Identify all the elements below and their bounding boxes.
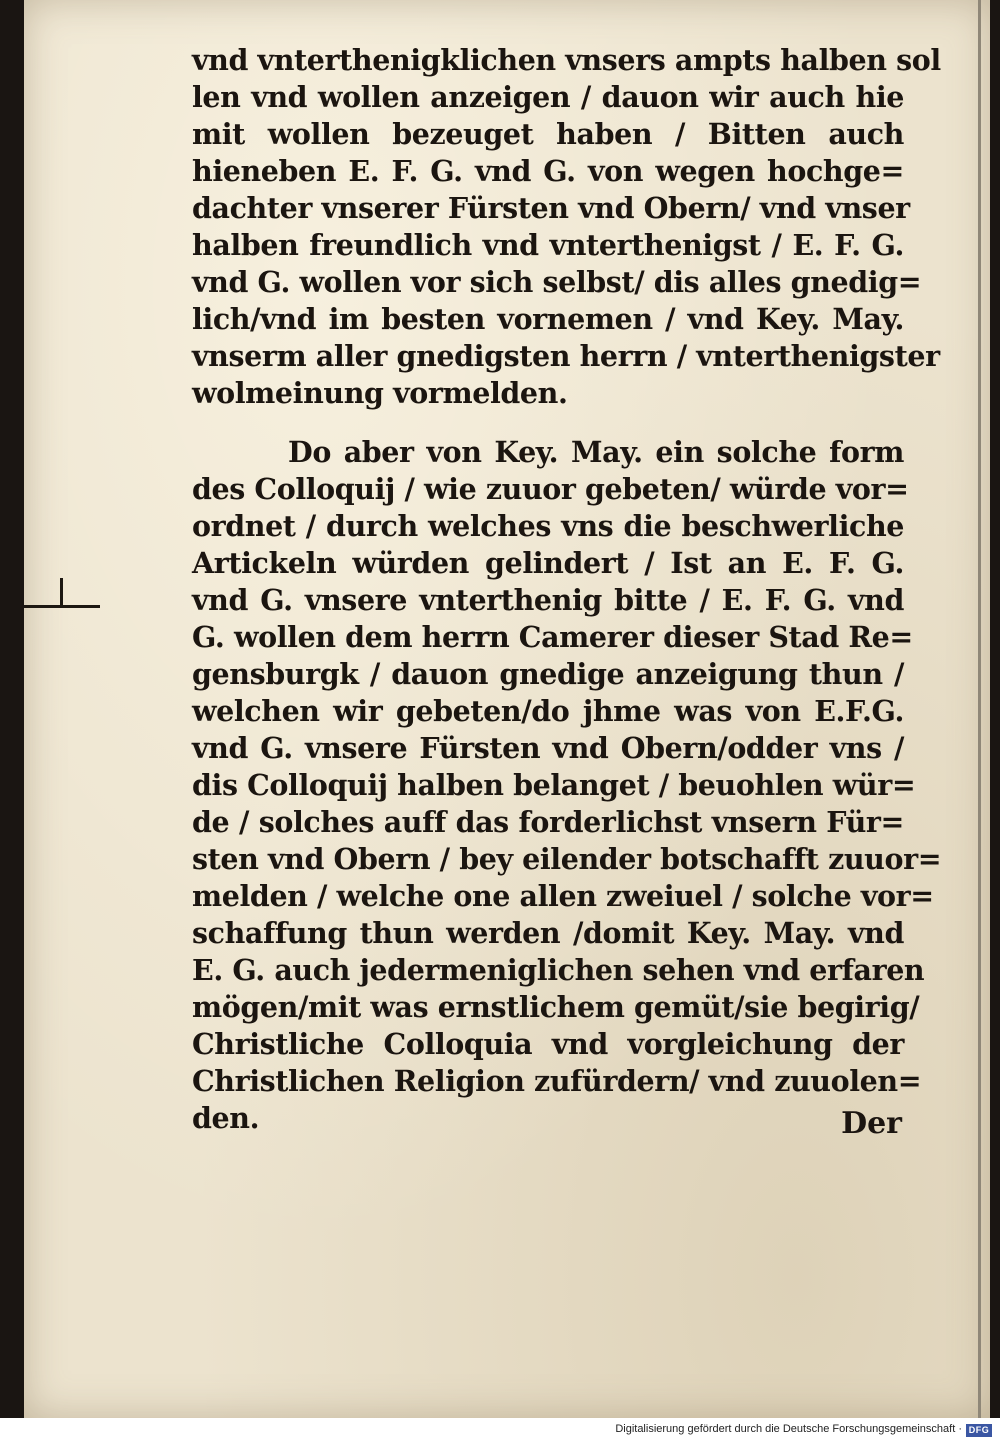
text-line: lich/vnd im besten vornemen / vnd Key. May. [192,302,904,336]
text-line: ordnet / durch welches vns die beschwerliche [192,509,904,543]
text-line: dachter vnserer Fürsten vnd Obern/ vnd vnser [192,191,910,225]
text-line: sten vnd Obern / bey eilender botschafft zuuor= [192,842,942,876]
text-line: den. [192,1101,260,1135]
footer-bar [0,1418,1000,1443]
margin-mark [24,605,100,608]
paragraph-1 [192,42,941,412]
text-line: Christlichen Religion zufürdern/ vnd zuuolen= [192,1064,922,1098]
paragraph-2 [192,434,942,1137]
text-line: len vnd wollen anzeigen / dauon wir auch hie [192,80,904,114]
text-line: vnd G. vnsere Fürsten vnd Obern/odder vns / [192,731,904,765]
text-line: halben freundlich vnd vnterthenigst / E. F. G. [192,228,904,262]
text-line: Artickeln würden gelindert / Ist an E. F. G. [192,546,904,580]
text-line: Christliche Colloquia vnd vorgleichung der [192,1027,904,1061]
text-line: E. G. auch jedermeniglichen sehen vnd erfaren [192,953,925,987]
text-line: vnd G. vnsere vnterthenig bitte / E. F. G. vnd [192,583,904,617]
text-line: gensburgk / dauon gnedige anzeigung thun / [192,657,904,691]
text-line: vnd G. wollen vor sich selbst/ dis alles gnedig= [192,265,922,299]
text-line: wolmeinung vormelden. [192,376,568,410]
page-edge [978,0,981,1418]
text-line: vnd vnterthenigklichen vnsers ampts halben sol [192,43,941,77]
text-line: de / solches auff das forderlichst vnsern Für= [192,805,904,839]
margin-mark-tick [60,578,63,608]
text-line: welchen wir gebeten/do jhme was von E.F.G. [192,694,904,728]
text-line: des Colloquij / wie zuuor gebeten/ würde vor= [192,472,909,506]
text-line: mögen/mit was ernstlichem gemüt/sie begirig/ [192,990,920,1024]
text-line: Do aber von Key. May. ein solche form [288,435,904,469]
dfg-logo[interactable]: DFG [966,1424,992,1437]
funding-credit: Digitalisierung gefördert durch die Deutsche Forschungsgemeinschaft · [615,1423,962,1435]
text-line: hieneben E. F. G. vnd G. von wegen hochge= [192,154,904,188]
text-line: schaffung thun werden /domit Key. May. vnd [192,916,904,950]
text-line: dis Colloquij halben belanget / beuohlen wür= [192,768,916,802]
text-line: melden / welche one allen zweiuel / solche vor= [192,879,934,913]
catchword: Der [841,1106,902,1141]
text-line: mit wollen bezeuget haben / Bitten auch [192,117,904,151]
text-line: vnserm aller gnedigsten herrn / vnterthenigster [192,339,940,373]
text-line: G. wollen dem herrn Camerer dieser Stad Re= [192,620,913,654]
